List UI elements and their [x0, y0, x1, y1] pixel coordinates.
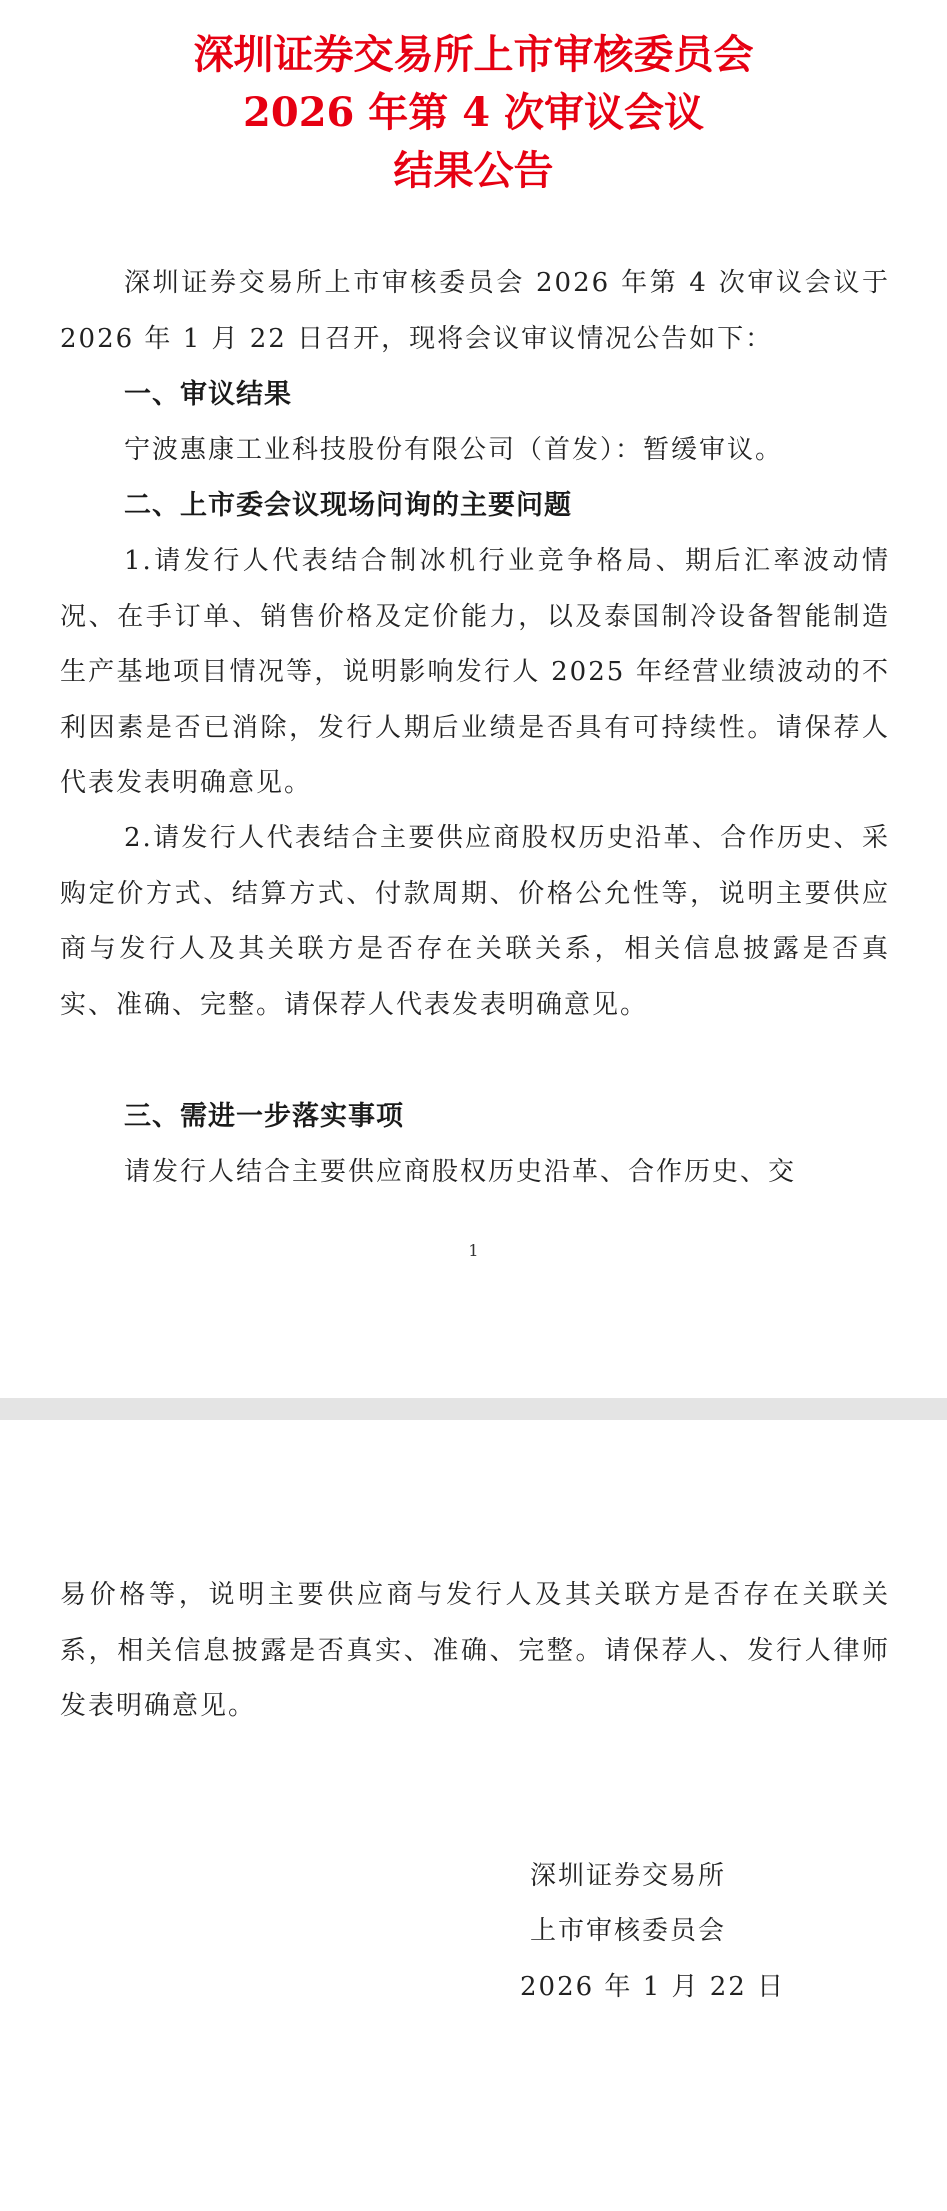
document-page-2 — [0, 1420, 947, 2211]
question-2: 2.请发行人代表结合主要供应商股权历史沿革、合作历史、采购定价方式、结算方式、付款周期、价格公允性等，说明主要供应商与发行人及其关联方是否存在关联关系，相关信息披露是否真实、准确、完整。请保荐人代表发表明确意见。 — [60, 823, 890, 1020]
follow-up-text-part2: 易价格等，说明主要供应商与发行人及其关联方是否存在关联关系，相关信息披露是否真实、准确、完整。请保荐人、发行人律师发表明确意见。 — [60, 1580, 890, 1721]
page-number: 1 — [468, 1241, 479, 1260]
section3-heading: 三、需进一步落实事项 — [124, 1101, 404, 1132]
question-1: 1.请发行人代表结合制冰机行业竞争格局、期后汇率波动情况、在手订单、销售价格及定价能力，以及泰国制冷设备智能制造生产基地项目情况等，说明影响发行人 2025 年经营业绩波动的不利因素是否已消除，发行人期后业绩是否具有可持续性。请保荐人代表发表明确意见。 — [60, 546, 890, 798]
signature-org-line2: 上市审核委员会 — [530, 1916, 727, 1946]
section1-heading: 一、审议结果 — [124, 379, 292, 410]
title-line-1: 深圳证券交易所上市审核委员会 — [193, 31, 754, 78]
page-separator — [0, 1398, 947, 1420]
signature-date: 2026 年 1 月 22 日 — [520, 1972, 786, 2002]
follow-up-text-part1: 请发行人结合主要供应商股权历史沿革、合作历史、交 — [124, 1157, 797, 1187]
intro-paragraph: 深圳证券交易所上市审核委员会 2026 年第 4 次审议会议于 2026 年 1 月 22 日召开，现将会议审议情况公告如下： — [60, 268, 890, 354]
review-result: 宁波惠康工业科技股份有限公司（首发）：暂缓审议。 — [124, 435, 784, 465]
title-line-2: 2026 年第 4 次审议会议 — [243, 89, 704, 136]
title-line-3: 结果公告 — [393, 147, 554, 194]
signature-org-line1: 深圳证券交易所 — [530, 1861, 727, 1891]
section2-heading: 二、上市委会议现场问询的主要问题 — [124, 490, 572, 521]
